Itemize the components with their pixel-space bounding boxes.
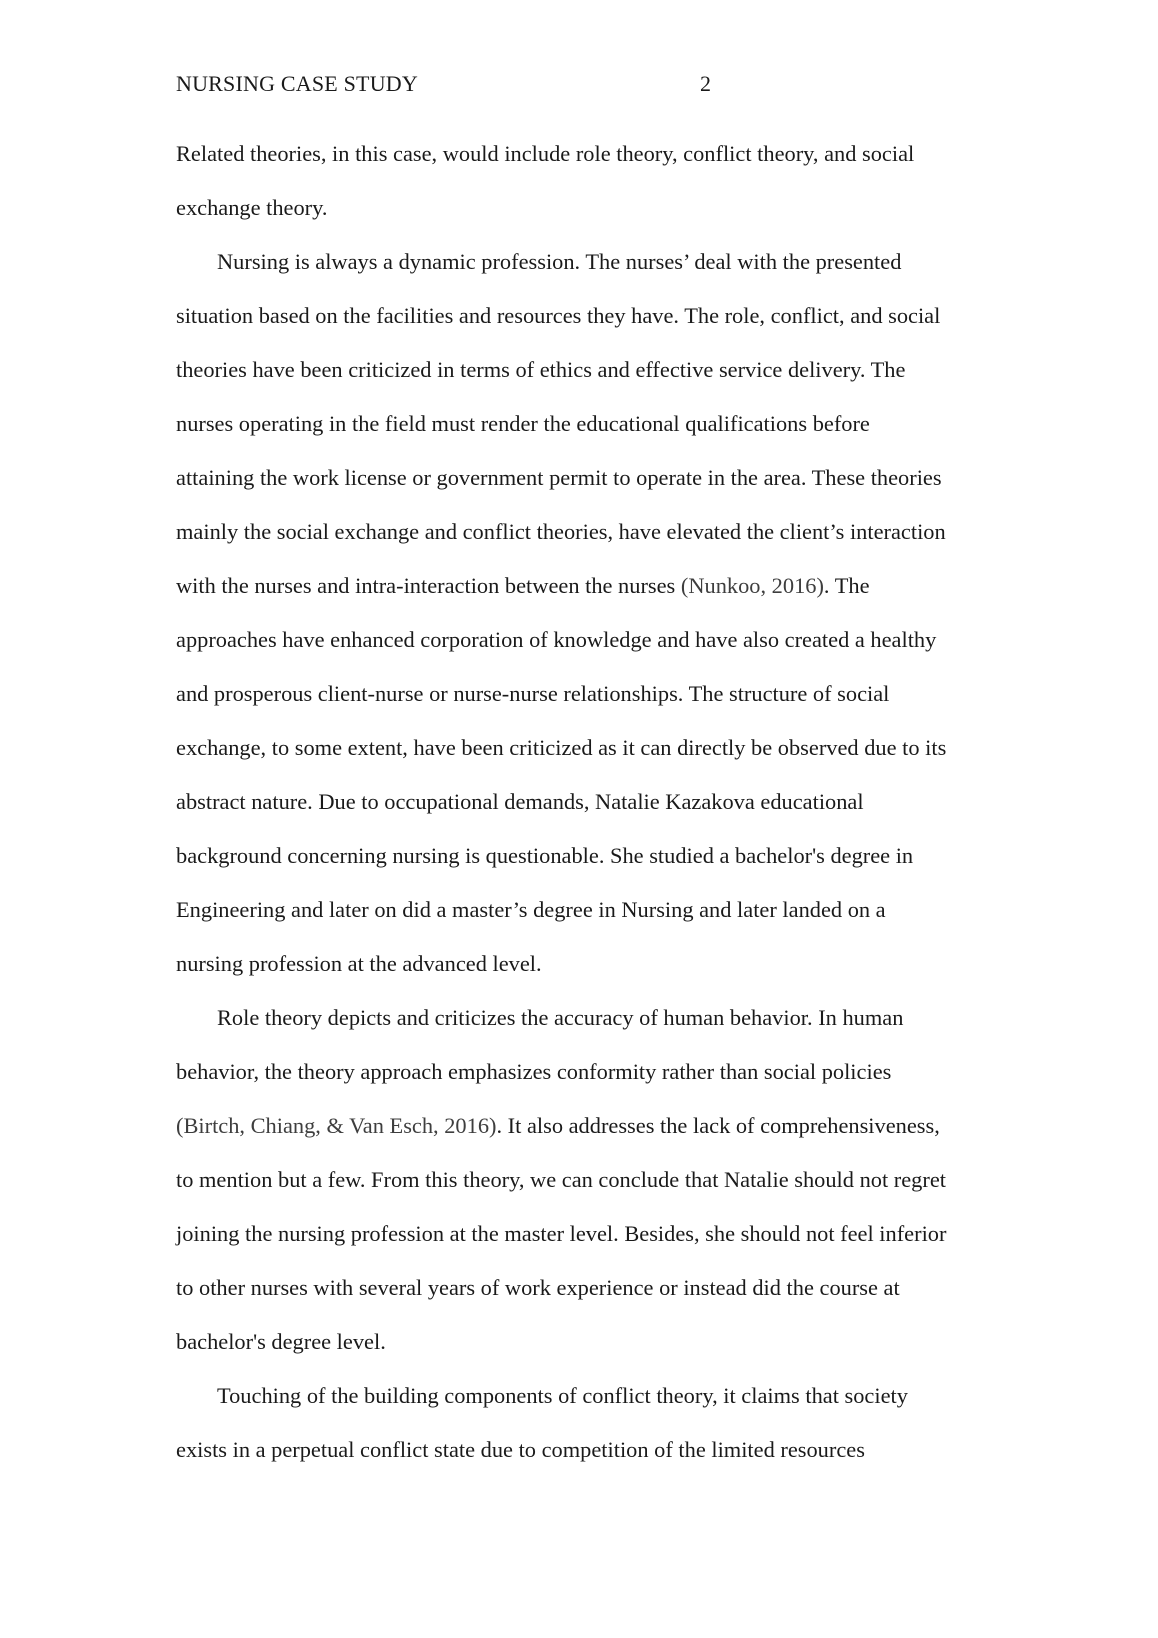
text-line-with-citation <box>176 1099 986 1153</box>
text-line: nursing profession at the advanced level. <box>176 951 542 976</box>
running-head: NURSING CASE STUDY <box>176 71 418 96</box>
text-line: Touching of the building components of conflict theory, it claims that society <box>217 1383 908 1408</box>
paragraph-2 <box>176 235 986 991</box>
text-line: exchange, to some extent, have been criticized as it can directly be observed due to its <box>176 735 947 760</box>
text-segment: with the nurses and intra-interaction between the nurses <box>176 573 681 598</box>
text-line: background concerning nursing is questionable. She studied a bachelor's degree in <box>176 843 914 868</box>
body-text <box>176 127 986 1477</box>
paragraph-4 <box>176 1369 986 1477</box>
text-line: joining the nursing profession at the master level. Besides, she should not feel inferior <box>176 1221 947 1246</box>
text-line: nurses operating in the field must render the educational qualifications before <box>176 411 870 436</box>
text-line: Related theories, in this case, would include role theory, conflict theory, and social <box>176 141 915 166</box>
text-line: approaches have enhanced corporation of knowledge and have also created a healthy <box>176 627 937 652</box>
text-line: exists in a perpetual conflict state due to competition of the limited resources <box>176 1437 865 1462</box>
page-number: 2 <box>700 71 711 96</box>
text-line: theories have been criticized in terms of ethics and effective service delivery. The <box>176 357 906 382</box>
text-line: attaining the work license or government permit to operate in the area. These theories <box>176 465 942 490</box>
text-line: Role theory depicts and criticizes the accuracy of human behavior. In human <box>217 1005 904 1030</box>
text-line: behavior, the theory approach emphasizes conformity rather than social policies <box>176 1059 892 1084</box>
text-line: situation based on the facilities and resources they have. The role, conflict, and social <box>176 303 941 328</box>
text-segment: . The <box>823 573 870 598</box>
text-line: mainly the social exchange and conflict theories, have elevated the client’s interaction <box>176 519 946 544</box>
text-line: to other nurses with several years of work experience or instead did the course at <box>176 1275 900 1300</box>
text-line: bachelor's degree level. <box>176 1329 386 1354</box>
citation: (Nunkoo, 2016) <box>680 573 824 598</box>
page-header <box>176 70 986 98</box>
text-line: abstract nature. Due to occupational demands, Natalie Kazakova educational <box>176 789 864 814</box>
text-line: Nursing is always a dynamic profession. The nurses’ deal with the presented <box>217 249 902 274</box>
paragraph-1 <box>176 127 986 235</box>
text-line: Engineering and later on did a master’s degree in Nursing and later landed on a <box>176 897 886 922</box>
text-segment: . It also addresses the lack of comprehensiveness, <box>496 1113 940 1138</box>
text-line: exchange theory. <box>176 195 328 220</box>
paragraph-3 <box>176 991 986 1369</box>
text-line: and prosperous client-nurse or nurse-nurse relationships. The structure of social <box>176 681 890 706</box>
citation: (Birtch, Chiang, & Van Esch, 2016) <box>176 1113 497 1138</box>
text-line-with-citation <box>176 559 986 613</box>
text-line: to mention but a few. From this theory, we can conclude that Natalie should not regret <box>176 1167 946 1192</box>
